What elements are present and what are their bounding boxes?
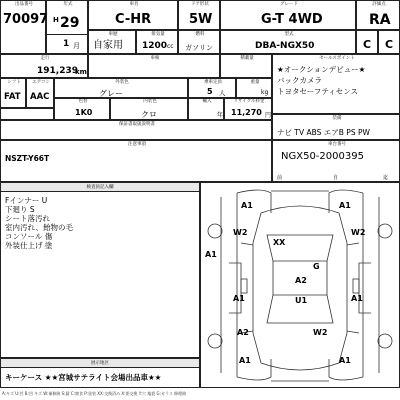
month-cell xyxy=(46,34,88,54)
color-cell xyxy=(54,78,188,98)
equipment-cell xyxy=(272,114,400,140)
doors: 5W xyxy=(189,12,213,27)
blank-cell xyxy=(0,108,54,120)
engine-code: NSZT-Y66T xyxy=(5,154,50,163)
mark-g: G xyxy=(313,262,320,271)
model-label: 車名 xyxy=(129,2,139,7)
exhibitor-label: 展示地区 xyxy=(91,361,109,366)
inspection-date-cell xyxy=(88,54,220,78)
exterior-score: C xyxy=(385,38,394,51)
shift-label: シフト xyxy=(7,80,21,85)
mileage-unit: km xyxy=(75,68,87,76)
fuel: ガソリン xyxy=(185,44,213,52)
mark-a1-left-low: A1 xyxy=(233,294,245,303)
note-6: 外装仕上げ 塗 xyxy=(5,241,53,250)
remark-extra: 迄 xyxy=(383,175,389,181)
mark-a2-bottom-left: A2 xyxy=(237,328,249,337)
note-2: 下廻り S xyxy=(5,205,35,214)
ac-cell xyxy=(26,78,54,108)
displacement-label: 排気量 xyxy=(151,32,165,37)
exterior-score-cell xyxy=(378,30,400,54)
note-1: Fインナー U xyxy=(5,196,48,205)
fuel-cell xyxy=(178,30,220,54)
mark-a1-top-right: A1 xyxy=(339,201,351,210)
seats-unit: 人 xyxy=(219,89,226,97)
interior-score-cell xyxy=(356,30,378,54)
note-3: シート落汚れ xyxy=(5,214,50,223)
weight-label: 重量 xyxy=(250,80,260,85)
doors-label: ドア形状 xyxy=(191,2,209,7)
mark-w2-right: W2 xyxy=(351,228,366,237)
fuel-label: 燃料 xyxy=(195,32,205,37)
inspection-label: 検査員記入欄 xyxy=(86,185,114,190)
import-label: 輸入 xyxy=(202,99,212,104)
score: RA xyxy=(369,12,391,28)
remarks-label: 注意事項 xyxy=(128,142,146,147)
inspection-header xyxy=(0,182,200,192)
usage: 自家用 xyxy=(93,40,123,51)
exhibitor-header xyxy=(0,358,200,368)
era: H xyxy=(53,16,59,24)
recycle-unit: 円 xyxy=(265,112,272,119)
remarks-cell xyxy=(0,140,272,182)
import-cell xyxy=(188,98,224,120)
month: 1 xyxy=(63,39,70,49)
grade: G-T 4WD xyxy=(261,12,323,27)
inspection-label: 車検 xyxy=(150,56,160,61)
mileage-cell xyxy=(0,54,88,78)
note-4: 室内汚れ、飴物の毛 xyxy=(5,223,73,232)
prev-label: 前 xyxy=(277,175,283,181)
interior-score: C xyxy=(363,38,372,51)
mark-a1-right-low: A1 xyxy=(351,294,363,303)
seats-cell xyxy=(188,78,236,98)
chassis-label: 車台番号 xyxy=(328,142,346,147)
interior-color: クロ xyxy=(141,110,157,119)
car-diagram-cell xyxy=(200,182,400,388)
shift: FAT xyxy=(4,92,21,102)
seats: 5 xyxy=(207,87,213,96)
chassis-number: NGX50-2000395 xyxy=(281,151,364,162)
mark-a2-center: A2 xyxy=(295,276,307,285)
displacement-cell xyxy=(136,30,178,54)
weight-unit: kg xyxy=(261,89,269,96)
import-unit: 年 xyxy=(217,112,224,119)
features-label: セールスポイント xyxy=(319,56,355,61)
exhibitor-note: キーケース ★★宮城サテライト会場出品車★★ xyxy=(5,373,162,382)
equip-label: 装備 xyxy=(332,116,342,121)
mark-xx: XX xyxy=(273,238,286,247)
mark-w2-bottom: W2 xyxy=(313,328,328,337)
model-cell xyxy=(88,0,178,30)
damage-legend: A:キズ U:凹 B:凹 キズ W:補修跡 S:錆 C:腐食 P:塗装 XX:交換済み X:要交換 Y:穴 亀裂 G:ガラス 修理跡 xyxy=(2,391,187,396)
usage-cell xyxy=(88,30,136,54)
extra-label: 自 xyxy=(333,175,339,181)
ac: AAC xyxy=(30,92,50,102)
feature-1: ★オークションデビュー★ xyxy=(277,65,366,74)
feature-2: バックカメラ xyxy=(277,76,322,85)
seats-label: 乗車定員 xyxy=(204,80,222,85)
inspection-cell xyxy=(0,182,200,358)
model: C-HR xyxy=(115,12,152,27)
recycle: 11,270 xyxy=(231,108,262,117)
mark-a1-top-left: A1 xyxy=(241,201,253,210)
type-label: 型式 xyxy=(284,32,294,37)
mark-a1-bottom-left: A1 xyxy=(239,356,251,365)
mark-w2-left: W2 xyxy=(233,228,248,237)
capacity-cell xyxy=(220,54,272,78)
history-cell xyxy=(0,120,272,140)
type-code: DBA-NGX50 xyxy=(255,41,315,51)
interior-color-cell xyxy=(110,98,188,120)
usage-label: 車歴 xyxy=(108,32,118,37)
feature-3: トヨタセーフティセンス xyxy=(277,87,358,96)
color: グレー xyxy=(99,89,123,98)
mark-a1-bottom-right: A1 xyxy=(339,356,351,365)
exhibitor-cell xyxy=(0,358,200,388)
chassis-cell xyxy=(272,140,400,182)
mark-a1-left-mid: A1 xyxy=(205,250,217,259)
color-label: 外装色 xyxy=(115,80,129,85)
score-label: 評価点 xyxy=(372,2,386,7)
mileage-label: 走行 xyxy=(40,56,50,61)
month-unit: 月 xyxy=(73,42,80,50)
recycle-cell xyxy=(224,98,272,120)
color-code: 1K0 xyxy=(75,108,93,117)
color-no-label: 色替 xyxy=(78,99,88,104)
grade-cell xyxy=(220,0,356,30)
type-cell xyxy=(220,30,356,54)
lot-cell xyxy=(0,0,49,54)
year-label: 年式 xyxy=(63,2,73,7)
history-label: 保証書取扱説明書 xyxy=(119,122,155,127)
mark-u1: U1 xyxy=(295,296,308,305)
score-cell xyxy=(356,0,400,30)
equipment: ナビ TV ABS エアB PS PW xyxy=(277,128,370,137)
shift-cell xyxy=(0,78,26,108)
interior-label: 内装色 xyxy=(143,99,157,104)
car-diagram xyxy=(201,183,399,387)
recycle-label: リサイクル料金 xyxy=(233,99,265,104)
capacity-label: 積載量 xyxy=(240,56,254,61)
displacement-unit: cc xyxy=(167,43,174,50)
lot-number: 70097 xyxy=(3,12,49,27)
features-cell xyxy=(272,54,400,114)
lot-label: 出品番号 xyxy=(15,2,33,7)
weight-cell xyxy=(236,78,272,98)
note-5: コンソール 傷 xyxy=(5,232,53,241)
color-code-cell xyxy=(54,98,110,120)
ac-label: エアコン xyxy=(32,80,50,85)
grade-label: グレード xyxy=(280,2,298,7)
year: 29 xyxy=(60,15,80,31)
displacement: 1200 xyxy=(142,41,168,51)
doors-cell xyxy=(178,0,220,30)
mileage: 191,239 xyxy=(37,66,78,76)
